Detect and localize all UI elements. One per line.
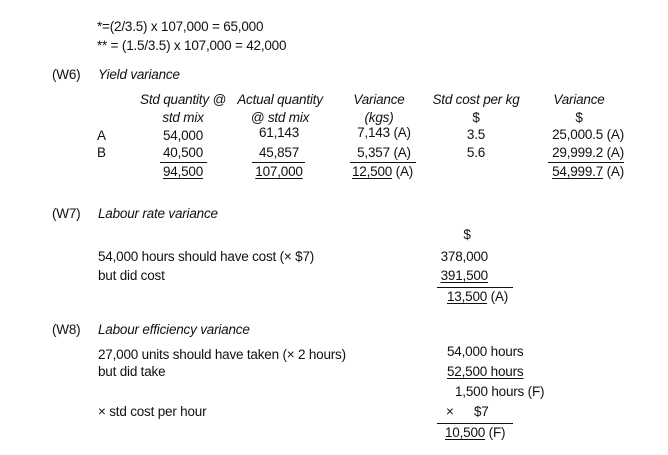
w6-total-var-usd: 54,999.7 [552, 164, 604, 179]
w6-total-rule-act-qty [252, 162, 305, 163]
w6-row-b-var-kgs: 5,357 (A) [357, 145, 411, 160]
w6-total-rule-var-usd [548, 162, 624, 163]
w6-row-a-label: A [97, 128, 106, 143]
w6-header-std-cost-sub: $ [472, 110, 480, 125]
w8-result: 10,500 [445, 425, 486, 440]
w8-difference: 1,500 hours (F) [455, 384, 545, 399]
w6-total-act-qty: 107,000 [255, 164, 303, 179]
note-std-mix-b: ** = (1.5/3.5) x 107,000 = 42,000 [97, 38, 287, 53]
w8-line-std-cost: × std cost per hour [98, 404, 207, 419]
w7-currency: $ [463, 227, 471, 242]
w7-value-did-cost: 391,500 [440, 268, 488, 283]
w7-title: Labour rate variance [98, 206, 218, 221]
w6-ref: (W6) [52, 67, 81, 82]
w6-row-b-std-qty: 40,500 [162, 145, 204, 160]
w6-header-std-cost: Std cost per kg [432, 92, 520, 107]
w7-ref: (W7) [52, 206, 81, 221]
w7-total-rule [437, 287, 513, 288]
w6-row-b-act-qty: 45,857 [258, 145, 300, 160]
w6-total-var-kgs-flag: (A) [395, 164, 414, 179]
w8-title: Labour efficiency variance [98, 322, 250, 337]
w8-line-did-take: but did take [98, 364, 166, 379]
w8-result-flag: (F) [488, 425, 506, 440]
w6-row-a-var-kgs: 7,143 (A) [357, 125, 411, 140]
w6-row-a-var-usd: 25,000.5 (A) [552, 127, 624, 142]
w8-value-should-take: 54,000 hours [447, 344, 524, 359]
w6-row-a-std-qty: 54,000 [162, 128, 204, 143]
w6-total-rule-std-qty [160, 162, 207, 163]
w6-header-variance-kgs-sub: (kgs) [364, 110, 394, 125]
w8-result-cell [445, 425, 505, 441]
w6-total-var-kgs: 12,500 [352, 164, 393, 179]
w6-title: Yield variance [98, 67, 180, 82]
w6-header-variance-usd-sub: $ [575, 110, 583, 125]
w7-line-should-cost: 54,000 hours should have cost (× $7) [98, 249, 315, 264]
w6-header-std-qty-sub: std mix [162, 110, 204, 125]
w6-total-var-usd-cell [530, 164, 624, 180]
w8-rate: $7 [474, 404, 489, 419]
note-std-mix-a: *=(2/3.5) x 107,000 = 65,000 [97, 19, 264, 34]
w6-row-a-act-qty: 61,143 [258, 125, 300, 140]
w6-row-a-std-cost: 3.5 [466, 127, 486, 142]
w7-line-did-cost: but did cost [98, 268, 165, 283]
w6-row-b-label: B [97, 145, 106, 160]
w8-line-should-take: 27,000 units should have taken (× 2 hours) [98, 347, 346, 362]
w6-total-var-usd-flag: (A) [606, 164, 624, 179]
w7-result: 13,500 [447, 289, 488, 304]
w6-header-std-qty: Std quantity @ [140, 92, 226, 107]
w6-header-act-qty: Actual quantity [237, 92, 323, 107]
w7-value-should-cost: 378,000 [440, 249, 488, 264]
w8-multiplier-sign: × [446, 404, 454, 419]
w6-header-variance-usd: Variance [553, 92, 605, 107]
w7-result-flag: (A) [490, 289, 509, 304]
w6-header-act-qty-sub: @ std mix [250, 110, 310, 125]
w6-total-rule-var-kgs [350, 162, 416, 163]
w8-total-rule [437, 423, 513, 424]
w8-ref: (W8) [52, 322, 81, 337]
w6-row-b-var-usd: 29,999.2 (A) [552, 145, 624, 160]
w6-total-std-qty: 94,500 [162, 164, 204, 179]
w7-result-cell [447, 289, 508, 305]
w8-value-did-take: 52,500 hours [447, 364, 524, 379]
w6-total-var-kgs-cell [352, 164, 413, 180]
w6-row-b-std-cost: 5.6 [466, 145, 486, 160]
w6-header-variance-kgs: Variance [353, 92, 405, 107]
